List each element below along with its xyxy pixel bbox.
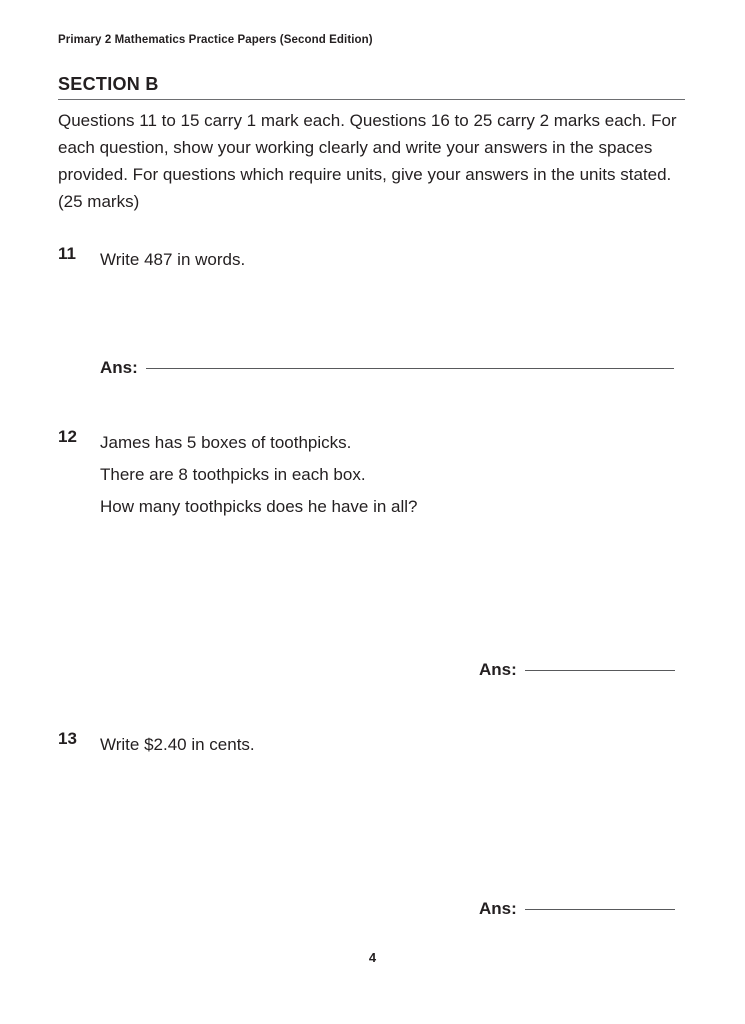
question-13-number: 13 bbox=[58, 729, 77, 748]
question-13-answer[interactable] bbox=[479, 899, 675, 919]
question-12-line-1: James has 5 boxes of toothpicks. bbox=[100, 433, 352, 452]
question-11-answer-label: Ans: bbox=[100, 358, 138, 377]
question-12-line-2: There are 8 toothpicks in each box. bbox=[100, 465, 366, 484]
running-header: Primary 2 Mathematics Practice Papers (Second Edition) bbox=[58, 34, 373, 46]
question-13-text bbox=[100, 729, 688, 761]
section-divider bbox=[58, 99, 685, 100]
question-12-number: 12 bbox=[58, 427, 77, 446]
section-heading: SECTION B bbox=[58, 74, 159, 94]
question-11-number: 11 bbox=[58, 244, 76, 263]
section-instructions: Questions 11 to 15 carry 1 mark each. Questions 16 to 25 carry 2 marks each. For each question, show your working clearly and write your answers in the spaces provided. For questions which require units, give your answers in the units stated. (25 marks) bbox=[58, 111, 677, 211]
question-12 bbox=[58, 427, 688, 523]
page-number: 4 bbox=[368, 950, 377, 965]
question-12-answer-line[interactable] bbox=[525, 670, 675, 671]
question-11-answer[interactable] bbox=[100, 358, 674, 378]
question-11 bbox=[58, 244, 688, 276]
question-13-answer-line[interactable] bbox=[525, 909, 675, 910]
question-12-answer[interactable] bbox=[479, 660, 675, 680]
question-13 bbox=[58, 729, 688, 761]
question-11-text bbox=[100, 244, 688, 276]
question-12-answer-label: Ans: bbox=[479, 660, 517, 679]
question-12-line-3: How many toothpicks does he have in all? bbox=[100, 497, 418, 516]
question-13-line-1: Write $2.40 in cents. bbox=[100, 735, 255, 754]
question-13-answer-label: Ans: bbox=[479, 899, 517, 918]
question-11-answer-line[interactable] bbox=[146, 368, 674, 369]
question-11-line-1: Write 487 in words. bbox=[100, 250, 246, 269]
question-12-text bbox=[100, 427, 688, 523]
